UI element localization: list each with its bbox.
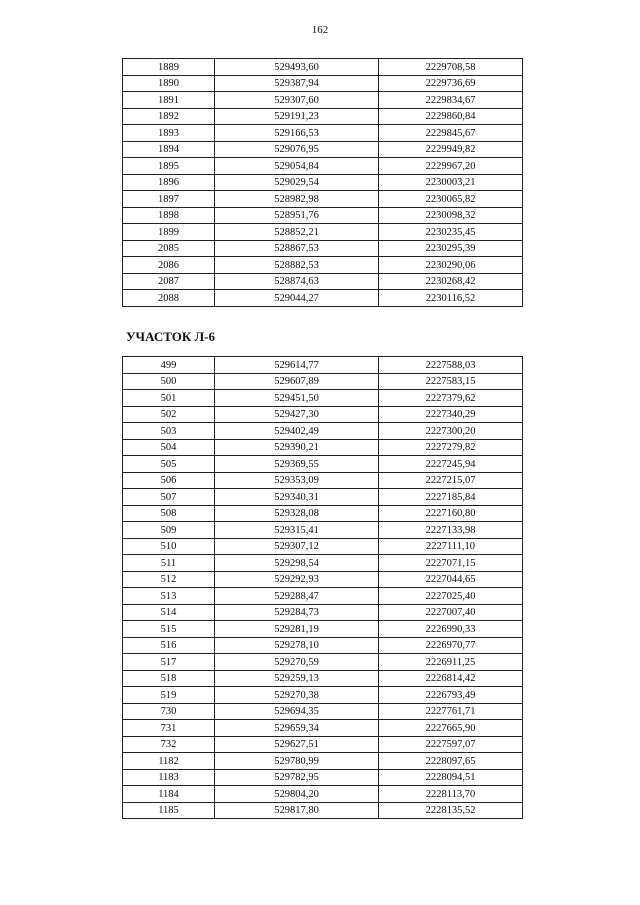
x-coordinate-cell: 529044,27 bbox=[215, 290, 379, 307]
x-coordinate-cell: 529353,09 bbox=[215, 472, 379, 489]
point-number-cell: 730 bbox=[123, 703, 215, 720]
point-number-cell: 2087 bbox=[123, 273, 215, 290]
x-coordinate-cell: 529340,31 bbox=[215, 489, 379, 506]
y-coordinate-cell: 2227007,40 bbox=[379, 604, 523, 621]
x-coordinate-cell: 529315,41 bbox=[215, 522, 379, 539]
x-coordinate-cell: 529270,38 bbox=[215, 687, 379, 704]
table-row bbox=[123, 191, 523, 208]
point-number-cell: 510 bbox=[123, 538, 215, 555]
table-row bbox=[123, 207, 523, 224]
table-row bbox=[123, 637, 523, 654]
y-coordinate-cell: 2228113,70 bbox=[379, 786, 523, 803]
point-number-cell: 732 bbox=[123, 736, 215, 753]
table-row bbox=[123, 92, 523, 109]
coordinates-table-1 bbox=[122, 58, 523, 307]
point-number-cell: 1889 bbox=[123, 59, 215, 76]
x-coordinate-cell: 528982,98 bbox=[215, 191, 379, 208]
x-coordinate-cell: 529328,08 bbox=[215, 505, 379, 522]
point-number-cell: 1183 bbox=[123, 769, 215, 786]
x-coordinate-cell: 529307,60 bbox=[215, 92, 379, 109]
table-row bbox=[123, 802, 523, 819]
x-coordinate-cell: 529191,23 bbox=[215, 108, 379, 125]
x-coordinate-cell: 529292,93 bbox=[215, 571, 379, 588]
x-coordinate-cell: 528951,76 bbox=[215, 207, 379, 224]
table-row bbox=[123, 373, 523, 390]
point-number-cell: 508 bbox=[123, 505, 215, 522]
y-coordinate-cell: 2227245,94 bbox=[379, 456, 523, 473]
y-coordinate-cell: 2226814,42 bbox=[379, 670, 523, 687]
point-number-cell: 515 bbox=[123, 621, 215, 638]
point-number-cell: 1899 bbox=[123, 224, 215, 241]
point-number-cell: 1890 bbox=[123, 75, 215, 92]
point-number-cell: 1184 bbox=[123, 786, 215, 803]
x-coordinate-cell: 528874,63 bbox=[215, 273, 379, 290]
x-coordinate-cell: 529054,84 bbox=[215, 158, 379, 175]
x-coordinate-cell: 529780,99 bbox=[215, 753, 379, 770]
coordinates-table-body bbox=[123, 357, 523, 819]
table-row bbox=[123, 736, 523, 753]
x-coordinate-cell: 529627,51 bbox=[215, 736, 379, 753]
table-row bbox=[123, 59, 523, 76]
table-row bbox=[123, 522, 523, 539]
y-coordinate-cell: 2229967,20 bbox=[379, 158, 523, 175]
table-row bbox=[123, 423, 523, 440]
x-coordinate-cell: 529029,54 bbox=[215, 174, 379, 191]
y-coordinate-cell: 2230290,06 bbox=[379, 257, 523, 274]
y-coordinate-cell: 2229860,84 bbox=[379, 108, 523, 125]
y-coordinate-cell: 2228094,51 bbox=[379, 769, 523, 786]
point-number-cell: 517 bbox=[123, 654, 215, 671]
point-number-cell: 1891 bbox=[123, 92, 215, 109]
x-coordinate-cell: 529493,60 bbox=[215, 59, 379, 76]
point-number-cell: 1895 bbox=[123, 158, 215, 175]
x-coordinate-cell: 529804,20 bbox=[215, 786, 379, 803]
point-number-cell: 2086 bbox=[123, 257, 215, 274]
y-coordinate-cell: 2227379,62 bbox=[379, 390, 523, 407]
point-number-cell: 1898 bbox=[123, 207, 215, 224]
point-number-cell: 1896 bbox=[123, 174, 215, 191]
x-coordinate-cell: 529607,89 bbox=[215, 373, 379, 390]
y-coordinate-cell: 2227111,10 bbox=[379, 538, 523, 555]
point-number-cell: 1182 bbox=[123, 753, 215, 770]
point-number-cell: 504 bbox=[123, 439, 215, 456]
x-coordinate-cell: 528852,21 bbox=[215, 224, 379, 241]
table-row bbox=[123, 604, 523, 621]
table-row bbox=[123, 786, 523, 803]
point-number-cell: 518 bbox=[123, 670, 215, 687]
y-coordinate-cell: 2227597,07 bbox=[379, 736, 523, 753]
y-coordinate-cell: 2229949,82 bbox=[379, 141, 523, 158]
x-coordinate-cell: 529288,47 bbox=[215, 588, 379, 605]
y-coordinate-cell: 2230235,45 bbox=[379, 224, 523, 241]
point-number-cell: 513 bbox=[123, 588, 215, 605]
table-row bbox=[123, 125, 523, 142]
y-coordinate-cell: 2229708,58 bbox=[379, 59, 523, 76]
table-row bbox=[123, 489, 523, 506]
table-row bbox=[123, 703, 523, 720]
table-row bbox=[123, 439, 523, 456]
x-coordinate-cell: 529259,13 bbox=[215, 670, 379, 687]
y-coordinate-cell: 2227761,71 bbox=[379, 703, 523, 720]
point-number-cell: 516 bbox=[123, 637, 215, 654]
x-coordinate-cell: 529427,30 bbox=[215, 406, 379, 423]
point-number-cell: 1894 bbox=[123, 141, 215, 158]
x-coordinate-cell: 529369,55 bbox=[215, 456, 379, 473]
x-coordinate-cell: 529298,54 bbox=[215, 555, 379, 572]
table-row bbox=[123, 273, 523, 290]
y-coordinate-cell: 2230295,39 bbox=[379, 240, 523, 257]
y-coordinate-cell: 2230116,52 bbox=[379, 290, 523, 307]
x-coordinate-cell: 529451,50 bbox=[215, 390, 379, 407]
x-coordinate-cell: 529270,59 bbox=[215, 654, 379, 671]
y-coordinate-cell: 2230065,82 bbox=[379, 191, 523, 208]
y-coordinate-cell: 2227665,90 bbox=[379, 720, 523, 737]
table-row bbox=[123, 390, 523, 407]
point-number-cell: 1892 bbox=[123, 108, 215, 125]
table-row bbox=[123, 670, 523, 687]
point-number-cell: 2088 bbox=[123, 290, 215, 307]
y-coordinate-cell: 2229845,67 bbox=[379, 125, 523, 142]
x-coordinate-cell: 529076,95 bbox=[215, 141, 379, 158]
x-coordinate-cell: 529387,94 bbox=[215, 75, 379, 92]
y-coordinate-cell: 2226970,77 bbox=[379, 637, 523, 654]
y-coordinate-cell: 2227583,15 bbox=[379, 373, 523, 390]
y-coordinate-cell: 2226990,33 bbox=[379, 621, 523, 638]
y-coordinate-cell: 2227160,80 bbox=[379, 505, 523, 522]
y-coordinate-cell: 2227185,84 bbox=[379, 489, 523, 506]
y-coordinate-cell: 2227071,15 bbox=[379, 555, 523, 572]
point-number-cell: 503 bbox=[123, 423, 215, 440]
x-coordinate-cell: 529278,10 bbox=[215, 637, 379, 654]
x-coordinate-cell: 529659,34 bbox=[215, 720, 379, 737]
point-number-cell: 514 bbox=[123, 604, 215, 621]
x-coordinate-cell: 529307,12 bbox=[215, 538, 379, 555]
y-coordinate-cell: 2226793,49 bbox=[379, 687, 523, 704]
point-number-cell: 512 bbox=[123, 571, 215, 588]
table-row bbox=[123, 769, 523, 786]
point-number-cell: 511 bbox=[123, 555, 215, 572]
y-coordinate-cell: 2227044,65 bbox=[379, 571, 523, 588]
y-coordinate-cell: 2229736,69 bbox=[379, 75, 523, 92]
x-coordinate-cell: 529166,53 bbox=[215, 125, 379, 142]
x-coordinate-cell: 529390,21 bbox=[215, 439, 379, 456]
point-number-cell: 501 bbox=[123, 390, 215, 407]
coordinates-table-2 bbox=[122, 356, 523, 819]
x-coordinate-cell: 529817,80 bbox=[215, 802, 379, 819]
coordinates-table-body bbox=[123, 59, 523, 307]
table-row bbox=[123, 456, 523, 473]
x-coordinate-cell: 529402,49 bbox=[215, 423, 379, 440]
point-number-cell: 505 bbox=[123, 456, 215, 473]
table-row bbox=[123, 357, 523, 374]
table-row bbox=[123, 720, 523, 737]
y-coordinate-cell: 2227133,98 bbox=[379, 522, 523, 539]
table-row bbox=[123, 472, 523, 489]
table-row bbox=[123, 224, 523, 241]
point-number-cell: 500 bbox=[123, 373, 215, 390]
y-coordinate-cell: 2227340,29 bbox=[379, 406, 523, 423]
y-coordinate-cell: 2230003,21 bbox=[379, 174, 523, 191]
section-heading: УЧАСТОК Л-6 bbox=[126, 329, 216, 344]
y-coordinate-cell: 2227300,20 bbox=[379, 423, 523, 440]
table-row bbox=[123, 141, 523, 158]
table-row bbox=[123, 687, 523, 704]
table-row bbox=[123, 753, 523, 770]
x-coordinate-cell: 529694,35 bbox=[215, 703, 379, 720]
y-coordinate-cell: 2227279,82 bbox=[379, 439, 523, 456]
table-row bbox=[123, 158, 523, 175]
point-number-cell: 507 bbox=[123, 489, 215, 506]
table-row bbox=[123, 75, 523, 92]
y-coordinate-cell: 2226911,25 bbox=[379, 654, 523, 671]
table-row bbox=[123, 240, 523, 257]
table-row bbox=[123, 174, 523, 191]
point-number-cell: 2085 bbox=[123, 240, 215, 257]
y-coordinate-cell: 2228097,65 bbox=[379, 753, 523, 770]
y-coordinate-cell: 2229834,67 bbox=[379, 92, 523, 109]
y-coordinate-cell: 2227215,07 bbox=[379, 472, 523, 489]
table-row bbox=[123, 654, 523, 671]
page-number: 162 bbox=[311, 24, 329, 36]
point-number-cell: 1897 bbox=[123, 191, 215, 208]
table-row bbox=[123, 588, 523, 605]
table-row bbox=[123, 505, 523, 522]
table-row bbox=[123, 621, 523, 638]
y-coordinate-cell: 2227025,40 bbox=[379, 588, 523, 605]
point-number-cell: 1893 bbox=[123, 125, 215, 142]
x-coordinate-cell: 528882,53 bbox=[215, 257, 379, 274]
table-row bbox=[123, 538, 523, 555]
x-coordinate-cell: 529782,95 bbox=[215, 769, 379, 786]
x-coordinate-cell: 528867,53 bbox=[215, 240, 379, 257]
table-row bbox=[123, 555, 523, 572]
point-number-cell: 1185 bbox=[123, 802, 215, 819]
table-row bbox=[123, 406, 523, 423]
point-number-cell: 509 bbox=[123, 522, 215, 539]
point-number-cell: 499 bbox=[123, 357, 215, 374]
point-number-cell: 731 bbox=[123, 720, 215, 737]
point-number-cell: 506 bbox=[123, 472, 215, 489]
y-coordinate-cell: 2227588,03 bbox=[379, 357, 523, 374]
x-coordinate-cell: 529614,77 bbox=[215, 357, 379, 374]
table-row bbox=[123, 257, 523, 274]
table-row bbox=[123, 290, 523, 307]
y-coordinate-cell: 2230098,32 bbox=[379, 207, 523, 224]
table-row bbox=[123, 108, 523, 125]
x-coordinate-cell: 529284,73 bbox=[215, 604, 379, 621]
x-coordinate-cell: 529281,19 bbox=[215, 621, 379, 638]
point-number-cell: 502 bbox=[123, 406, 215, 423]
y-coordinate-cell: 2230268,42 bbox=[379, 273, 523, 290]
table-row bbox=[123, 571, 523, 588]
point-number-cell: 519 bbox=[123, 687, 215, 704]
y-coordinate-cell: 2228135,52 bbox=[379, 802, 523, 819]
